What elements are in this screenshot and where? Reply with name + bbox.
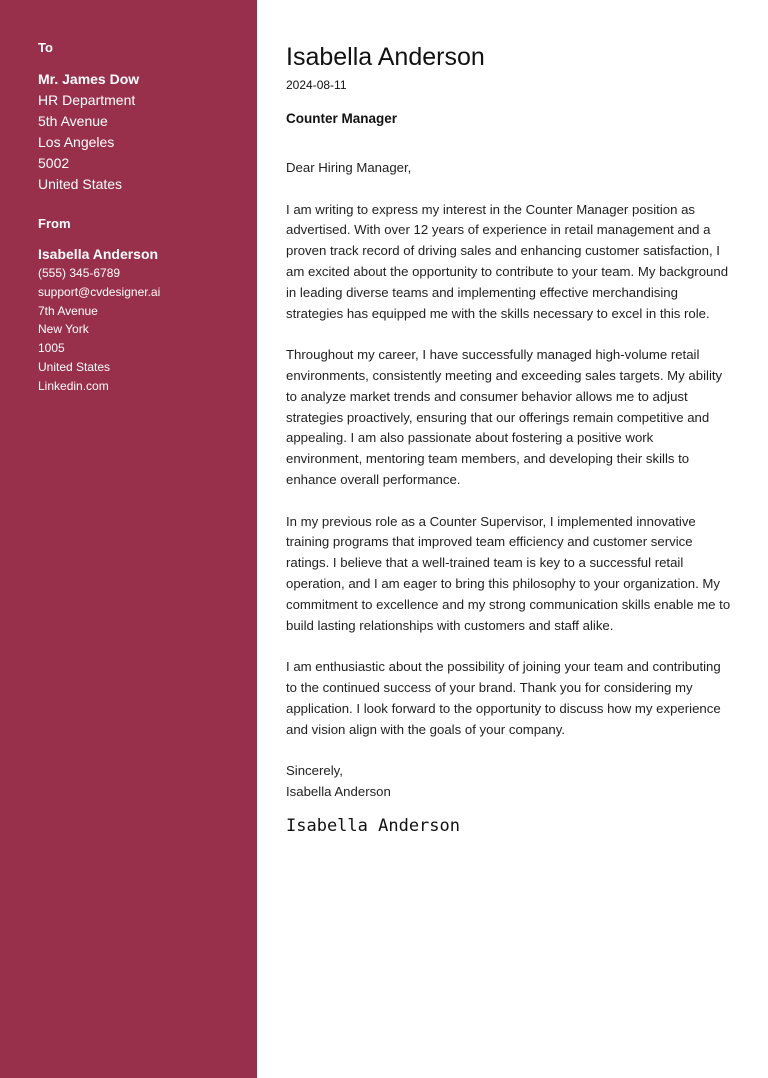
letter-closing xyxy=(286,761,732,803)
sender-name: Isabella Anderson xyxy=(38,246,159,262)
closing-phrase: Sincerely, xyxy=(286,763,343,779)
letter-greeting: Dear Hiring Manager, xyxy=(286,160,412,175)
letter-paragraph-1: I am writing to express my interest in the Counter Manager position as advertised. With over 12 years of experience in retail management and a proven track record of driving sales and enhancing customer satisfaction, I am excited about the opportunity to contribute to your team. My background in leading diverse teams and implementing effective merchandising strategies has equipped me with the skills necessary to excel in this role. xyxy=(286,201,729,321)
letter-date: 2024-08-11 xyxy=(286,78,347,92)
recipient-block xyxy=(38,69,257,195)
sender-phone: (555) 345-6789 xyxy=(38,266,121,280)
contact-sidebar xyxy=(0,0,257,1078)
recipient-street: 5th Avenue xyxy=(38,113,108,129)
sender-block xyxy=(38,244,257,396)
letter-paragraph-3: In my previous role as a Counter Supervisor, I implemented innovative training programs that improved team efficiency and customer service ratings. I believe that a well-trained team is key to a successful retail operation, and I am eager to bring this philosophy to your organization. My commitment to excellence and my strong communication skills enable me to build lasting relationships with customers and staff alike. xyxy=(286,513,731,633)
letter-paragraph-2: Throughout my career, I have successfully managed high-volume retail environments, consistently meeting and exceeding sales targets. My ability to analyze market trends and consumer behavior allows me to adjust strategies proactively, ensuring that our offerings remain competitive and appealing. I am also passionate about fostering a positive work environment, mentoring team members, and developing their skills to enhance overall performance. xyxy=(286,347,723,487)
from-section-title: From xyxy=(38,216,71,231)
sender-email: support@cvdesigner.ai xyxy=(38,284,161,299)
recipient-name: Mr. James Dow xyxy=(38,71,140,87)
signature: Isabella Anderson xyxy=(286,815,460,836)
recipient-city: Los Angeles xyxy=(38,134,115,150)
letter-body xyxy=(257,0,768,1078)
sender-street: 7th Avenue xyxy=(38,303,98,318)
author-name: Isabella Anderson xyxy=(286,43,485,71)
letter-paragraph-4: I am enthusiastic about the possibility of joining your team and contributing to the continued success of your brand. Thank you for considering my application. I look forward to the opportunity to discuss how my experience and vision align with the goals of your company. xyxy=(286,659,721,737)
sender-linkedin: Linkedin.com xyxy=(38,378,109,393)
closing-name: Isabella Anderson xyxy=(286,783,391,799)
recipient-country: United States xyxy=(38,176,123,192)
job-title: Counter Manager xyxy=(286,111,398,126)
recipient-department: HR Department xyxy=(38,92,136,108)
sender-country: United States xyxy=(38,359,111,374)
recipient-zip: 5002 xyxy=(38,155,70,171)
to-section-title: To xyxy=(38,40,53,55)
sender-zip: 1005 xyxy=(38,341,65,356)
sender-city: New York xyxy=(38,322,89,337)
